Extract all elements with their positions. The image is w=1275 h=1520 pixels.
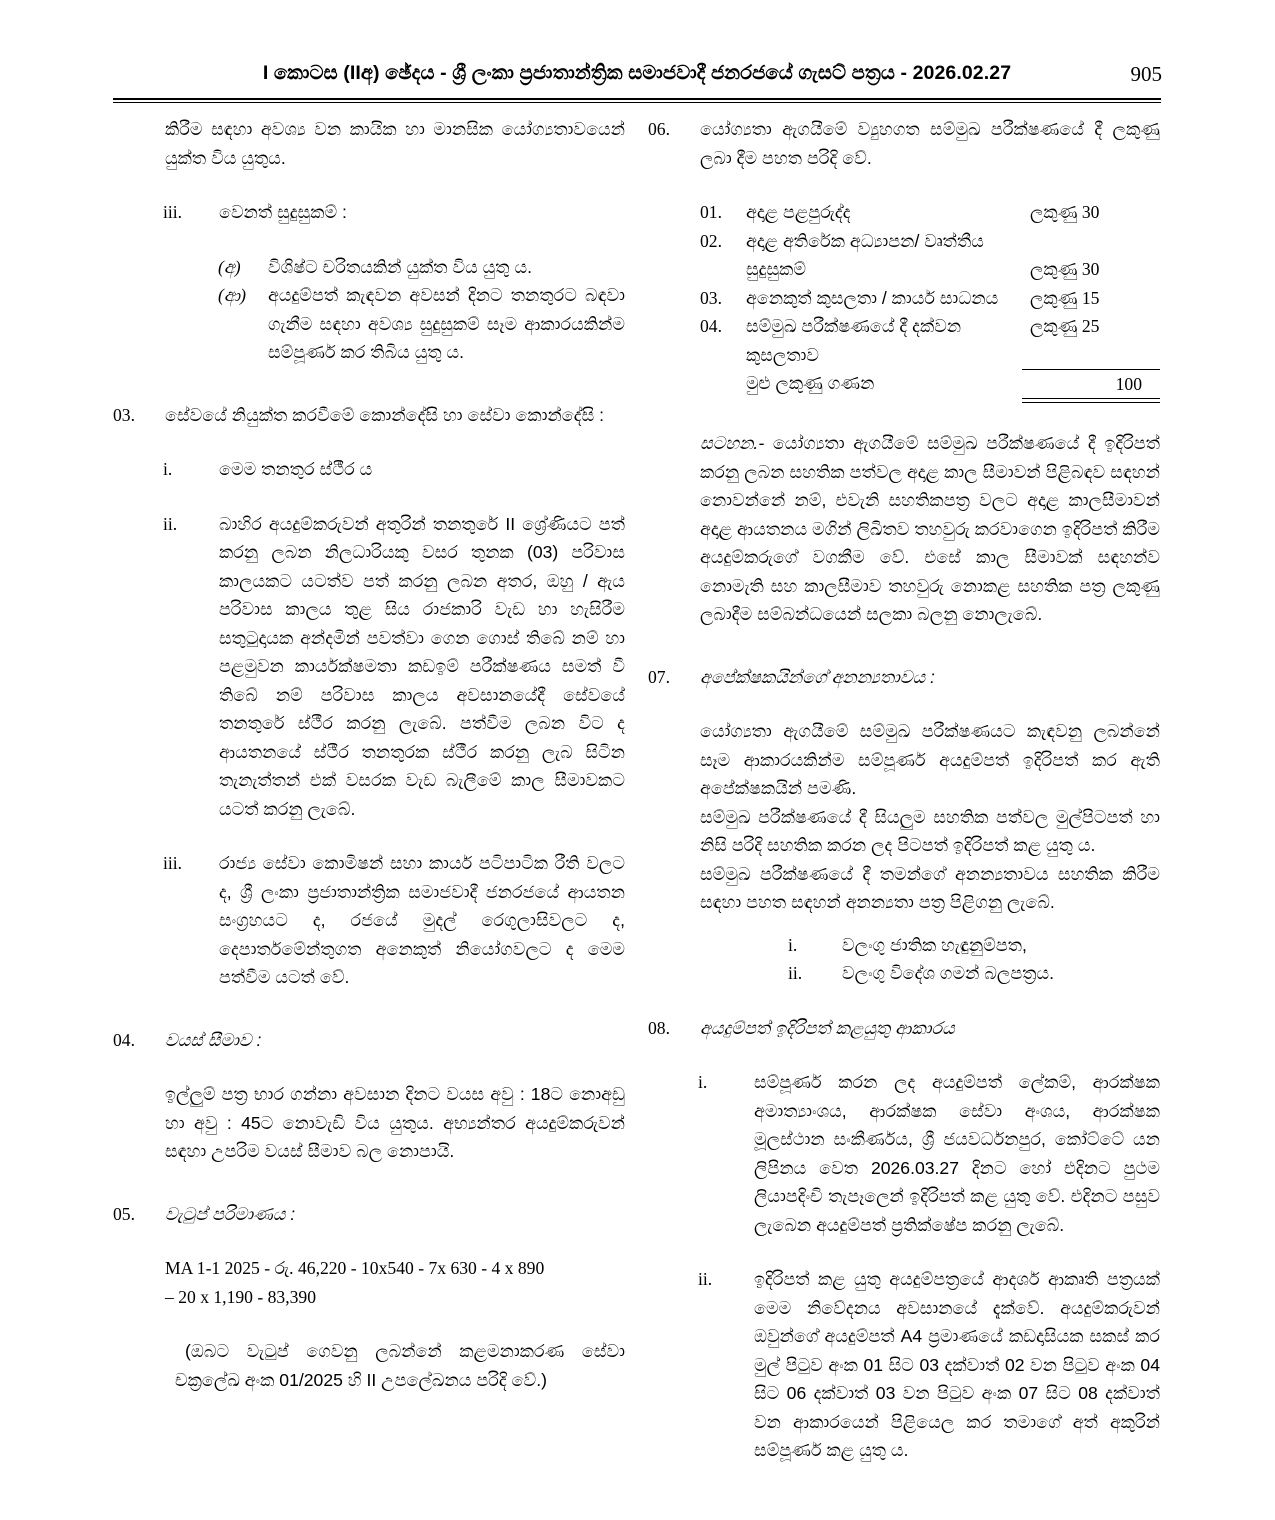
section-08 (648, 1014, 1160, 1043)
marks-row-4-label: ලකුණු (1030, 316, 1078, 336)
page-number: 905 (1130, 62, 1162, 86)
note-text: යෝග්‍යතා ඇගයීමේ සම්මුඛ පරීක්ෂණයේ දී ඉදිරිපත් කරනු ලබන සහතික පත්වල අදාළ කාල සීමාවන් පිළිබඳව සඳහන් නොවන්නේ නම්, එවැනි සහතිකපත්‍ර වලට අදාළ කාලසීමාවන් අදාළ ආයතනය මගින් ලිඛිතව තහවුරු කරවාගෙන ඉදිරිපත් කිරීම අයදුම්කරුගේ වගකීම වේ. එසේ කාල සීමාවක් සඳහන්ව නොමැති සහ කාලසීමාව තහවුරු නොකළ සහතික පත්‍ර ලකුණු ලබාදීම සම්බන්ධයෙන් සලකා බලනු නොලැබේ. (700, 433, 1160, 624)
table-row (700, 227, 1160, 284)
marks-total-spacer (700, 369, 746, 399)
marks-row-4-no: 04. (700, 316, 722, 336)
section-08-item-ii-marker: ii. (698, 1269, 713, 1289)
masthead-title: I කොටස (IIඅ) ඡේදය - ශ්‍රී ලංකා ප්‍රජාතාන්ත්‍රික සමාජවාදී ජනරජයේ ගැසට් පත්‍රය - 2026.02.27 (262, 62, 1012, 84)
section-07-paragraph-1: යෝග්‍යතා ඇගයීමේ සම්මුඛ පරීක්ෂණයට කැඳවනු ලබන්නේ සෑම ආකාරයකින්ම සම්පූර්ණ අයදුම්පත් ඉදිරිපත් කර ඇති අපේක්ෂකයින් පමණි. (700, 721, 1160, 798)
section-03-number: 03. (113, 404, 135, 425)
section-06-note (700, 429, 1160, 629)
id-document-item-ii-text: වලංගු විදේශ ගමන් බලපත්‍රය. (842, 963, 1055, 983)
section-03-item-ii-marker: ii. (163, 513, 178, 534)
salary-scale-line-1: MA 1-1 2025 - රු. 46,220 - 10x540 - 7x 630 - 4 x 890 (165, 1258, 545, 1278)
item-iii-other-qualifications (113, 198, 625, 227)
section-04-text: ඉල්ලුම් පත්‍ර භාර ගන්නා අවසාන දිනට වයස අවු : 18ට නොඅඩු හා අවු : 45ට නොවැඩි විය යුතුය. අභ්‍යන්තර අයදුම්කරුවන් සඳහා උපරිම වයස් සීමාව බල නොපායි. (165, 1084, 625, 1161)
section-03 (113, 401, 625, 430)
marks-row-4-desc: සම්මුඛ පරීක්ෂණයේ දී දක්වන කුසලතාව (746, 316, 962, 365)
marks-total-underline-row (700, 399, 1160, 403)
marks-row-2-value (1022, 227, 1160, 284)
marks-row-3-desc: අනෙකුත් කුසලතා / කාර්ය සාධනය (746, 287, 999, 308)
id-document-item-ii (648, 959, 1160, 988)
sub-item-aa-text: අයදුම්පත් කැඳවන අවසන් දිනට තනතුරට බඳවා ගැනීම සඳහා අවශ්‍ය සුදුසුකම් සෑම ආකාරයකින්ම සම්පූර්ණ කර තිබිය යුතු ය. (268, 285, 625, 362)
table-row (700, 312, 1160, 369)
section-03-heading: සේවයේ නියුක්ත කරවීමේ කොන්දේසි හා සේවා කොන්දේසි : (165, 404, 604, 425)
marks-row-1-value (1022, 198, 1160, 227)
marks-row-3-label: ලකුණු (1030, 287, 1078, 308)
sub-item-a-text: විශිෂ්ට චරිතයකින් යුක්ත විය යුතු ය. (268, 256, 533, 277)
marks-row-1-no: 01. (700, 202, 722, 222)
header-divider (113, 98, 1161, 103)
marks-row-4-value (1022, 312, 1160, 369)
marks-row-3-value (1022, 284, 1160, 313)
table-row (700, 284, 1160, 313)
section-07-paragraph-2: සම්මුඛ පරීක්ෂණයේ දී සියලුම සහතික පත්වල මුල්පිටපත් හා නිසි පරිදි සහතික කරන ලද පිටපත් ඉදිරිපත් කළ යුතු ය. (700, 806, 1160, 855)
marks-total-row (700, 369, 1160, 399)
section-06-number: 06. (648, 119, 670, 139)
id-document-item-i (648, 931, 1160, 960)
section-04-number: 04. (113, 1029, 135, 1050)
section-03-item-iii-marker: iii. (163, 853, 183, 873)
page-header (113, 62, 1161, 96)
marks-row-3-no: 03. (700, 287, 722, 308)
marks-total-value: 100 (1022, 369, 1160, 399)
id-document-item-i-text: වලංගු ජාතික හැඳුනුම්පත, (842, 934, 1027, 955)
item-iii-heading: වෙනත් සුදුසුකම් : (219, 202, 347, 222)
item-iii-marker: iii. (163, 202, 183, 222)
marks-row-1-desc: අදාළ පළපුරුද්ද (746, 202, 851, 222)
section-08-item-i-marker: i. (698, 1072, 708, 1092)
section-03-item-ii (113, 510, 625, 824)
section-08-number: 08. (648, 1017, 670, 1038)
section-08-item-i (648, 1068, 1160, 1239)
right-column (648, 115, 1160, 1465)
marks-row-3-number: 15 (1081, 287, 1100, 308)
section-06 (648, 115, 1160, 172)
note-label: සටහන.- (700, 433, 765, 453)
section-03-item-i (113, 455, 625, 484)
salary-scale-line-2: – 20 x 1,190 - 83,390 (165, 1286, 317, 1307)
section-08-item-ii-text: ඉදිරිපත් කළ යුතු අයදුම්පත්‍රයේ ආදර්ශ ආකෘති පත්‍රයක් මෙම නිවේදනය අවසානයේ දැක්වේ. අයදුම්කරුවන් ඔවුන්ගේ අයදුම්පත් A4 ප්‍රමාණයේ කඩදාසියක සකස් කර මුල් පිටුව අංක 01 සිට 03 දක්වාත් 02 වන පිටුව අංක 04 සිට 06 දක්වාත් 03 වන පිටුව අංක 07 සිට 08 දක්වාත් වන ආකාරයෙන් පිළියෙල කර තමාගේ අත් අකුරින් සම්පූර්ණ කළ යුතු ය. (754, 1269, 1160, 1460)
section-05-number: 05. (113, 1203, 135, 1224)
marks-row-2-label: ලකුණු (1030, 259, 1078, 279)
section-05-heading: වැටුප් පරිමාණය : (165, 1203, 296, 1224)
sub-item-a-marker: (අ) (218, 256, 241, 277)
left-column (113, 115, 625, 1394)
marks-total-double-rule (1022, 399, 1160, 403)
marks-row-2-desc: අදාළ අතිරේක අධ්‍යාපන/ වෘත්තීය සුදුසුකම් (746, 230, 984, 279)
section-08-item-ii (648, 1265, 1160, 1465)
sub-item-aa-marker: (ආ) (218, 285, 246, 305)
section-07 (648, 663, 1160, 692)
section-05 (113, 1200, 625, 1229)
continued-paragraph: කිරීම සඳහා අවශ්‍ය වන කායික හා මානසික යෝග්‍යතාවයෙන් යුක්ත විය යුතුය. (165, 119, 625, 168)
marks-row-4-number: 25 (1081, 316, 1100, 336)
sub-item-a (113, 253, 625, 282)
section-03-item-iii-text: රාජ්‍ය සේවා කොමිෂන් සහා කාර්ය පටිපාටික රීති වලට ද, ශ්‍රී ලංකා ප්‍රජාතාන්ත්‍රික සමාජවාදී ජනරජයේ ආයතන සංග්‍රහයට ද, රජයේ මුදල් රෙගුලාසිවලට ද, දෙපාර්තමේන්තුගත අනෙකුත් නියෝගවලට ද මෙම පත්වීම යටත් වේ. (219, 853, 625, 987)
section-04-heading: වයස් සීමාව : (165, 1029, 262, 1050)
marks-total-label: මුළු ලකුණු ගණන (746, 373, 875, 393)
section-03-item-iii (113, 849, 625, 992)
section-03-item-i-text: මෙම තනතුර ස්ථීර ය (219, 459, 373, 479)
marks-underline-spacer-2 (746, 399, 1022, 403)
marks-row-1-number: 30 (1081, 202, 1100, 222)
section-08-item-i-text: සම්පූර්ණ කරන ලද අයදුම්පත් ලේකම්, ආරක්ෂක අමාත්‍යාංශය, ආරක්ෂක සේවා අංශය, ආරක්ෂක මූලස්ථාන සංකීර්ණය, ශ්‍රී ජයවර්ධනපුර, කෝට්ටේ යන ලිපිනය වෙත 2026.03.27 දිනට හෝ එදිනට පුථම ලියාපදිංචි තැපෑලෙන් ඉදිරිපත් කළ යුතු වේ. එදිනට පසුව ලැබෙන අයදුම්පත් ප්‍රතික්ෂේප කරනු ලැබේ. (754, 1072, 1160, 1235)
section-08-heading: අයදුම්පත් ඉදිරිපත් කළයුතු ආකාරය (700, 1017, 955, 1038)
marks-row-2-number: 30 (1081, 259, 1100, 279)
section-07-number: 07. (648, 666, 670, 687)
section-04 (113, 1026, 625, 1055)
table-row (700, 198, 1160, 227)
marks-allocation-table (700, 198, 1160, 403)
id-document-item-ii-marker: ii. (788, 963, 803, 983)
salary-circular-note: (ඔබට වැටුප් ගෙවනු ලබන්නේ කළමනාකරණ සේවා චක්‍රලේඛ අංක 01/2025 හි II උපලේඛනය පරිදි වේ.) (175, 1341, 625, 1390)
id-document-item-i-marker: i. (788, 934, 798, 955)
marks-row-2-no: 02. (700, 230, 722, 251)
section-06-heading: යෝග්‍යතා ඇගයීමේ ව්‍යුහගත සම්මුඛ පරීක්ෂණයේ දී ලකුණු ලබා දීම පහත පරිදි වේ. (700, 119, 1160, 168)
section-07-paragraph-3: සම්මුඛ පරීක්ෂණයේ දී තමන්ගේ අනන්‍යතාවය සහතික කිරීම සඳහා පහත සඳහන් අනන්‍යතා පත්‍ර පිළිගනු ලැබේ. (700, 863, 1160, 912)
marks-underline-spacer-1 (700, 399, 746, 403)
section-07-heading: අපේක්ෂකයින්ගේ අනන්‍යතාවය : (700, 666, 935, 687)
marks-row-1-label: ලකුණු (1030, 202, 1078, 222)
section-03-item-i-marker: i. (163, 459, 173, 479)
sub-item-aa (113, 281, 625, 367)
section-03-item-ii-text: බාහිර අයදුම්කරුවන් අතුරින් තනතුරේ II ශ්‍රේණියට පත් කරනු ලබන නිලධාරියකු වසර තුනක (03) පරිවාස කාලයකට යටත්ව පත් කරනු ලබන අතර, ඔහු / ඇය පරිවාස කාලය තුළ සිය රාජකාරි වැඩ හා හැසිරීම සතුටුදායක අන්දමින් පවත්වා ගෙන ගොස් තිබේ නම් හා පළමුවන කාර්යක්ෂමතා කඩඉම් පරීක්ෂණය සමත් වී තිබේ නම් පරිවාස කාලය අවසානයේදී සේවයේ තනතුරේ ස්ථීර කරනු ලැබේ. පත්වීම ලබන විට ද ආයතනයේ ස්ථීර තනතුරක ස්ථීර කරනු ලැබ සිටින තැනැත්තන් එක් වසරක වැඩ බැලීමේ කාල සීමාවකට යටත් කරනු ලැබේ. (219, 513, 625, 819)
